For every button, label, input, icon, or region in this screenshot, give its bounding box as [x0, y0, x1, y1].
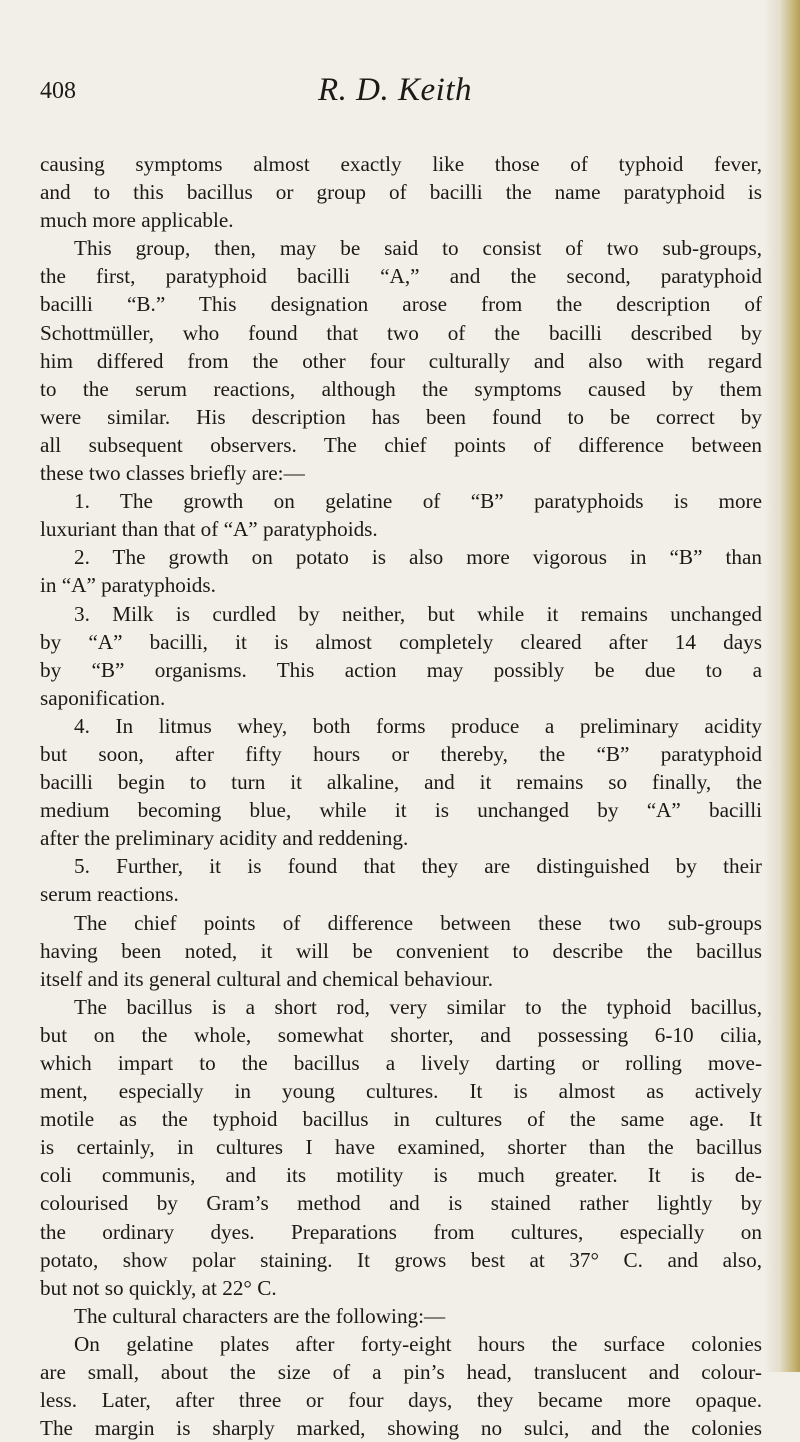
text-line: The bacillus is a short rod, very similar to the typhoid bacillus, [74, 994, 762, 1019]
text-line: were similar. His description has been found to be correct by [40, 404, 762, 429]
text-line: which impart to the bacillus a lively darting or rolling move- [40, 1051, 762, 1075]
text-line: by “B” organisms. This action may possibly be due to a [40, 657, 762, 682]
text-line: bacilli “B.” This designation arose from the description of [40, 292, 762, 317]
text-line: This group, then, may be said to consist of two sub-groups, [74, 236, 762, 261]
text-line: The margin is sharply marked, showing no sulci, and the colonies [40, 1416, 762, 1441]
text-line: but soon, after fifty hours or thereby, the “B” paratyphoid [40, 741, 762, 766]
text-line: saponification. [40, 685, 166, 710]
text-line: to the serum reactions, although the symptoms caused by them [40, 376, 762, 401]
text-line: him differed from the other four culturally and also with regard [40, 348, 762, 373]
text-line: having been noted, it will be convenient to describe the bacillus [40, 938, 762, 963]
text-line: coli communis, and its motility is much greater. It is de- [40, 1163, 762, 1188]
text-line: On gelatine plates after forty-eight hours the surface colonies [74, 1331, 762, 1356]
text-line: the first, paratyphoid bacilli “A,” and the second, paratyphoid [40, 264, 762, 289]
text-line: bacilli begin to turn it alkaline, and it remains so finally, the [40, 770, 762, 795]
text-line: potato, show polar staining. It grows best at 37° C. and also, [40, 1247, 762, 1272]
text-line: motile as the typhoid bacillus in cultures of the same age. It [40, 1107, 762, 1132]
text-line: these two classes briefly are:— [40, 461, 305, 486]
text-line: by “A” bacilli, it is almost completely cleared after 14 days [40, 629, 762, 654]
text-line: itself and its general cultural and chemical behaviour. [40, 966, 494, 991]
page-edge-shadow [764, 0, 778, 1372]
page-number: 408 [40, 78, 76, 104]
text-line: less. Later, after three or four days, they became more opaque. [40, 1388, 762, 1413]
text-line: are small, about the size of a pin’s head, translucent and colour- [40, 1360, 762, 1385]
text-line: 1. The growth on gelatine of “B” paratyphoids is more [74, 489, 762, 514]
text-line: 4. In litmus whey, both forms produce a preliminary acidity [74, 713, 762, 738]
text-line: but on the whole, somewhat shorter, and possessing 6-10 cilia, [40, 1022, 762, 1047]
text-line: after the preliminary acidity and reddening. [40, 826, 409, 851]
text-line: The cultural characters are the following:— [74, 1303, 446, 1328]
text-line: Schottmüller, who found that two of the bacilli described by [40, 320, 762, 345]
text-line: luxuriant than that of “A” paratyphoids. [40, 517, 378, 542]
text-line: 2. The growth on potato is also more vigorous in “B” than [74, 545, 762, 570]
text-line: all subsequent observers. The chief points of difference between [40, 432, 762, 457]
text-line: the ordinary dyes. Preparations from cultures, especially on [40, 1219, 762, 1244]
text-line: much more applicable. [40, 208, 234, 233]
body-text [40, 150, 762, 1442]
text-line: 5. Further, it is found that they are distinguished by their [74, 854, 762, 879]
page-header [40, 72, 750, 122]
text-line: and to this bacillus or group of bacilli the name paratyphoid is [40, 180, 762, 205]
text-line: serum reactions. [40, 882, 179, 907]
text-line: is certainly, in cultures I have examined, shorter than the bacillus [40, 1135, 762, 1160]
book-page-edge [778, 0, 800, 1372]
text-line: 3. Milk is curdled by neither, but while it remains unchanged [74, 601, 762, 626]
text-line: ment, especially in young cultures. It is almost as actively [40, 1079, 762, 1104]
running-head: R. D. Keith [318, 72, 472, 108]
text-line: causing symptoms almost exactly like those of typhoid fever, [40, 152, 762, 176]
text-line: The chief points of difference between these two sub-groups [74, 910, 762, 935]
text-line: medium becoming blue, while it is unchanged by “A” bacilli [40, 798, 762, 823]
text-line: colourised by Gram’s method and is stained rather lightly by [40, 1191, 762, 1216]
text-line: but not so quickly, at 22° C. [40, 1275, 277, 1300]
text-line: in “A” paratyphoids. [40, 573, 216, 598]
